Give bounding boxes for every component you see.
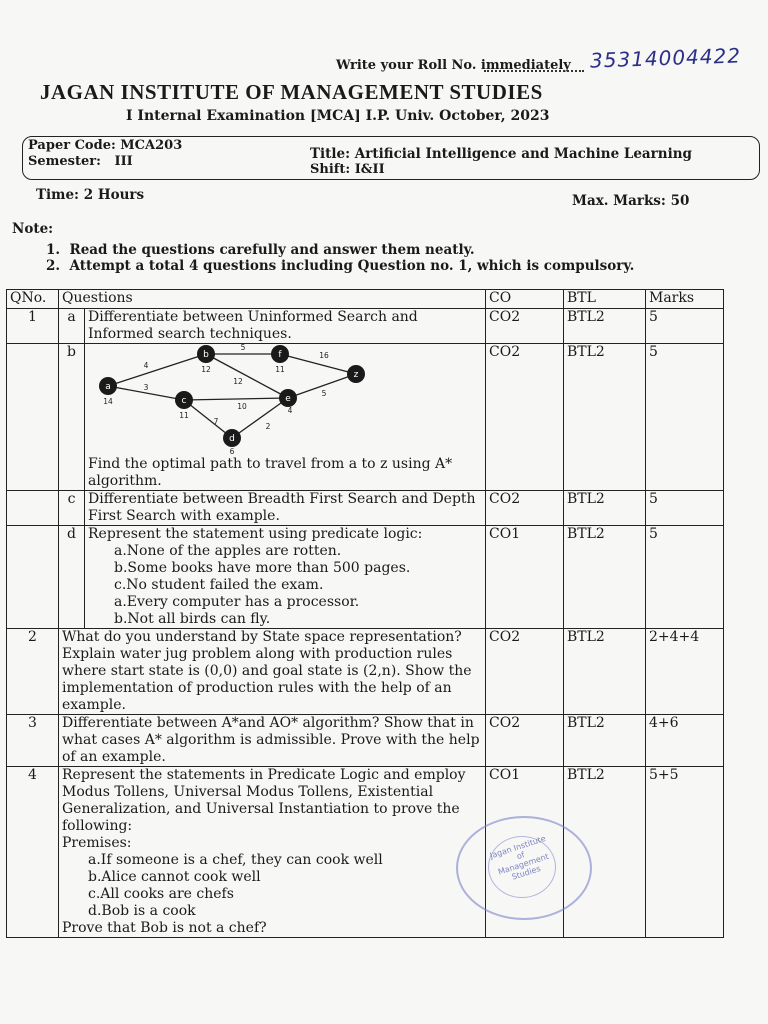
sub-question-letter: a [59, 309, 85, 344]
co-value: CO1 [486, 767, 564, 938]
marks-value: 5 [646, 526, 724, 629]
weight-e-z: 5 [321, 389, 327, 398]
shift: Shift: I&II [310, 162, 385, 177]
premises-list [62, 852, 482, 920]
sub-question-letter: d [59, 526, 85, 629]
btl-value: BTL2 [564, 629, 646, 715]
weight-f-z: 16 [319, 351, 329, 360]
roll-number-dotted-line [484, 68, 584, 72]
question-cell [85, 344, 486, 491]
table-row [7, 767, 724, 938]
subject-title: Title: Artificial Intelligence and Machine Learning [310, 146, 692, 162]
btl-value: BTL2 [564, 715, 646, 767]
table-row [7, 309, 724, 344]
table-row [7, 715, 724, 767]
table-row [7, 629, 724, 715]
co-value: CO1 [486, 526, 564, 629]
marks-value: 2+4+4 [646, 629, 724, 715]
sub-question-letter: b [59, 344, 85, 491]
heuristic-e: 4 [287, 406, 293, 415]
co-value: CO2 [486, 715, 564, 767]
btl-value: BTL2 [564, 526, 646, 629]
weight-a-c: 3 [143, 383, 149, 392]
heuristic-c: 11 [179, 411, 189, 420]
weight-b-f: 5 [240, 344, 246, 352]
list-item: c.All cooks are chefs [88, 886, 234, 902]
marks-value: 5 [646, 491, 724, 526]
premises-label: Premises: [62, 835, 132, 851]
stamp-text: Jagan Institute of Management Studies [488, 833, 550, 882]
co-value: CO2 [486, 491, 564, 526]
list-item: a.Every computer has a processor. [114, 594, 360, 610]
question-number [7, 344, 59, 491]
edge-f-z [280, 354, 356, 374]
btl-value: BTL2 [564, 344, 646, 491]
note-heading: Note: [12, 221, 54, 237]
marks-value: 4+6 [646, 715, 724, 767]
node-label-e: e [285, 394, 291, 404]
heuristic-f: 11 [275, 365, 285, 374]
list-item: a.If someone is a chef, they can cook well [88, 852, 383, 868]
table-row [7, 344, 724, 491]
header-marks: Marks [646, 290, 724, 309]
header-qno: QNo. [7, 290, 59, 309]
weight-c-e: 10 [237, 402, 247, 411]
exam-title: I Internal Examination [MCA] I.P. Univ. October, 2023 [126, 108, 550, 124]
list-item: d.Bob is a cook [88, 903, 196, 919]
question-cell [85, 526, 486, 629]
sub-question-letter: c [59, 491, 85, 526]
heuristic-b: 12 [201, 365, 211, 374]
question-text: What do you understand by State space representation? Explain water jug problem along with production rules where start state is (0,0) and goal state is (2,n). Show the implementation of production rules with the help of an example. [59, 629, 486, 715]
note-item: 2. Attempt a total 4 questions including Question no. 1, which is compulsory. [46, 258, 635, 274]
edge-a-b [108, 354, 206, 386]
heuristic-d: 6 [229, 447, 235, 456]
question-number: 3 [7, 715, 59, 767]
question-text: Differentiate between Uninformed Search and Informed search techniques. [85, 309, 486, 344]
btl-value: BTL2 [564, 309, 646, 344]
table-row [7, 526, 724, 629]
edge-c-e [184, 398, 288, 400]
question-text: Represent the statements in Predicate Logic and employ Modus Tollens, Universal Modus Tollens, Existential Generalization, and Universal Instantiation to prove the following: [62, 767, 466, 834]
table-row [7, 491, 724, 526]
weight-c-d: 7 [213, 417, 219, 426]
list-item: b.Alice cannot cook well [88, 869, 261, 885]
question-text: Find the optimal path to travel from a to z using A* algorithm. [88, 456, 453, 489]
header-questions: Questions [59, 290, 486, 309]
question-cell [59, 767, 486, 938]
search-graph-figure [88, 344, 482, 456]
list-item: b.Not all birds can fly. [114, 611, 271, 627]
roll-number-label: Write your Roll No. immediately [336, 58, 571, 73]
handwritten-roll-number: 35314004422 [589, 43, 742, 73]
table-header-row [7, 290, 724, 309]
weight-b-e: 12 [233, 377, 243, 386]
co-value: CO2 [486, 629, 564, 715]
question-number [7, 491, 59, 526]
max-marks: Max. Marks: 50 [572, 193, 690, 209]
question-text: Differentiate between Breadth First Search and Depth First Search with example. [85, 491, 486, 526]
question-number [7, 526, 59, 629]
node-label-f: f [278, 350, 282, 360]
weight-d-e: 2 [265, 422, 271, 431]
list-item: c.No student failed the exam. [114, 577, 324, 593]
marks-value: 5 [646, 344, 724, 491]
conclusion-text: Prove that Bob is not a chef? [62, 920, 267, 936]
marks-value: 5+5 [646, 767, 724, 938]
marks-value: 5 [646, 309, 724, 344]
note-item: 1. Read the questions carefully and answer them neatly. [46, 242, 475, 258]
node-label-d: d [229, 434, 235, 444]
exam-time: Time: 2 Hours [36, 187, 145, 203]
semester: Semester: III [28, 154, 133, 169]
question-number: 4 [7, 767, 59, 938]
question-number: 1 [7, 309, 59, 344]
header-co: CO [486, 290, 564, 309]
question-number: 2 [7, 629, 59, 715]
co-value: CO2 [486, 309, 564, 344]
co-value: CO2 [486, 344, 564, 491]
statement-list [88, 543, 482, 628]
header-btl: BTL [564, 290, 646, 309]
search-graph [88, 344, 388, 456]
node-label-c: c [181, 396, 187, 406]
node-label-b: b [203, 350, 209, 360]
question-text: Represent the statement using predicate logic: [88, 526, 423, 542]
weight-a-b: 4 [143, 361, 149, 370]
btl-value: BTL2 [564, 491, 646, 526]
edge-c-d [184, 400, 232, 438]
question-text: Differentiate between A*and AO* algorithm? Show that in what cases A* algorithm is admissible. Prove with the help of an example. [59, 715, 486, 767]
btl-value: BTL2 [564, 767, 646, 938]
node-label-a: a [105, 382, 111, 392]
paper-code: Paper Code: MCA203 [28, 138, 183, 153]
questions-table [6, 289, 724, 938]
institute-name: JAGAN INSTITUTE OF MANAGEMENT STUDIES [40, 80, 543, 104]
heuristic-a: 14 [103, 397, 113, 406]
list-item: a.None of the apples are rotten. [114, 543, 342, 559]
node-label-z: z [353, 370, 359, 380]
list-item: b.Some books have more than 500 pages. [114, 560, 411, 576]
